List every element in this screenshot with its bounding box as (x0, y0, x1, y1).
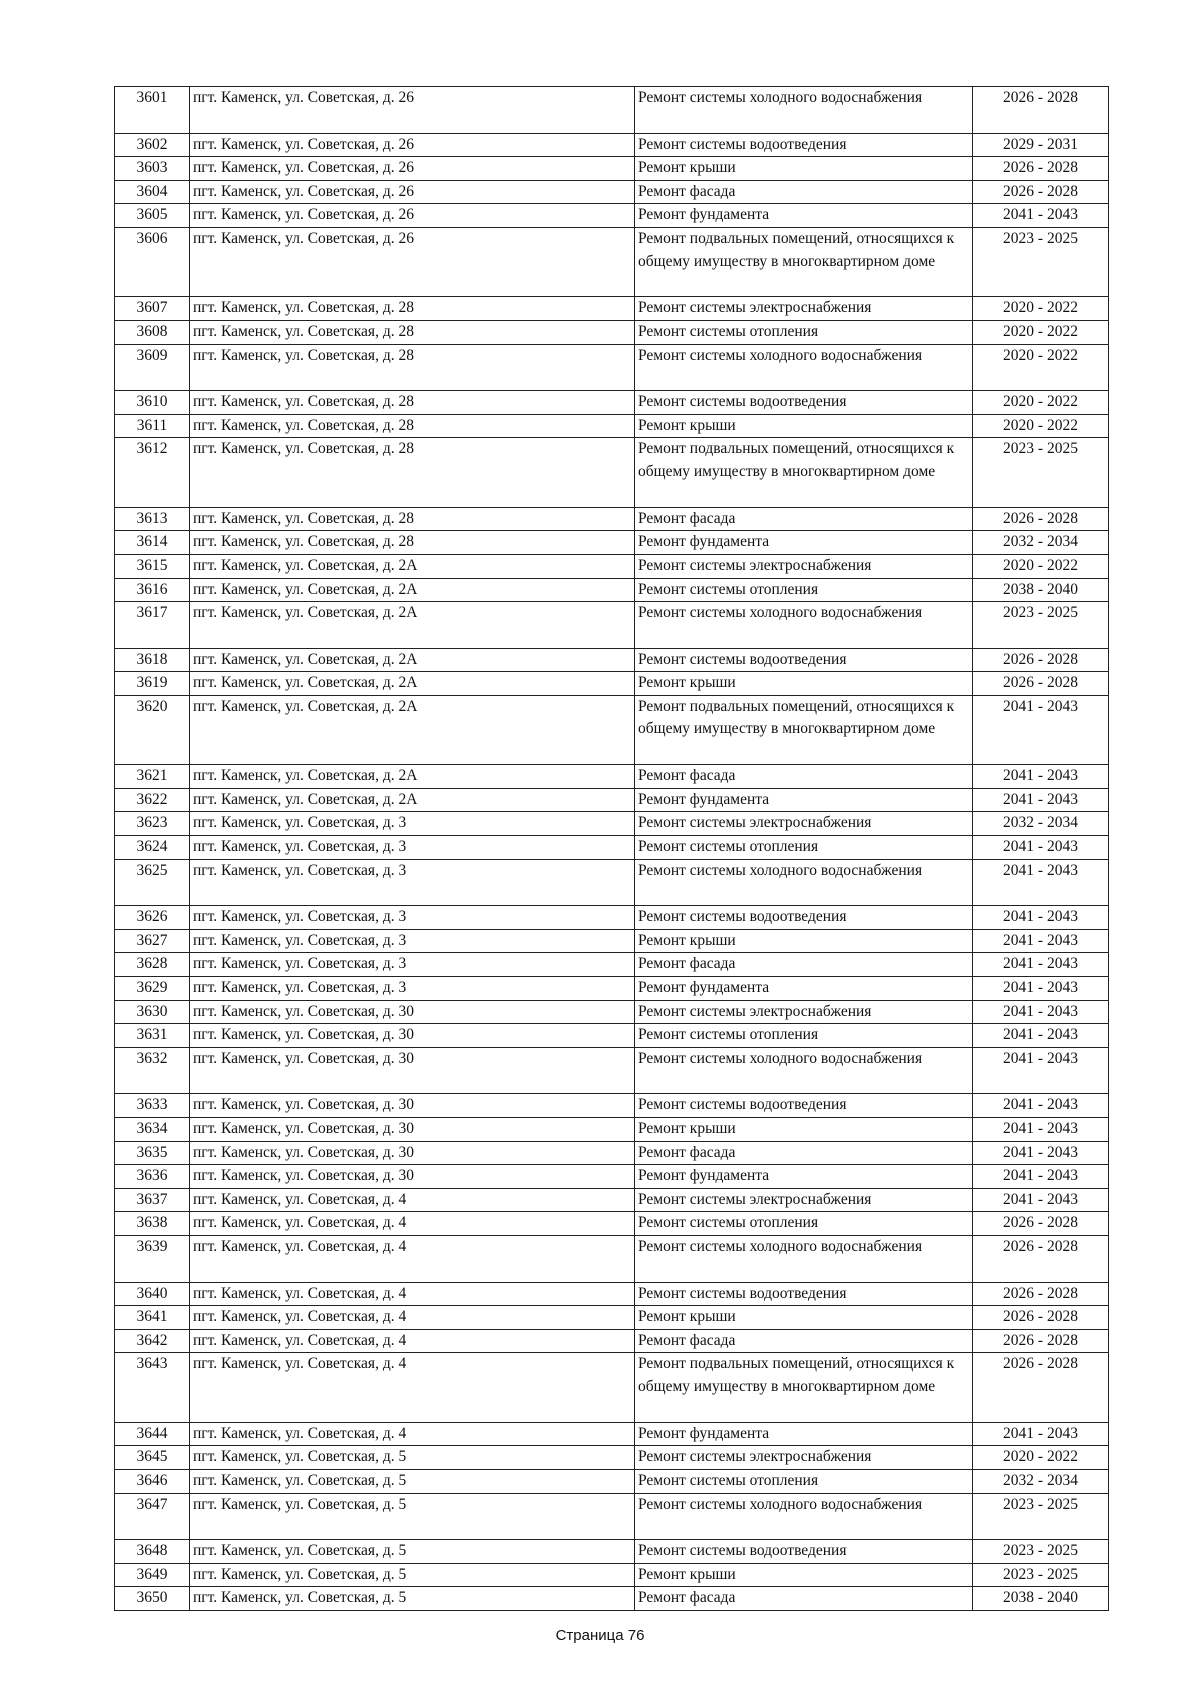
table-row (115, 1165, 1109, 1189)
work-type-cell: Ремонт фундамента (635, 1422, 973, 1446)
work-type-cell: Ремонт системы отопления (635, 1024, 973, 1048)
period-cell: 2020 - 2022 (973, 414, 1109, 438)
table-row (115, 227, 1109, 296)
address-cell: пгт. Каменск, ул. Советская, д. 3 (190, 929, 635, 953)
work-type-cell: Ремонт подвальных помещений, относящихся к общему имуществу в многоквартирном доме (635, 438, 973, 507)
row-number-cell: 3617 (115, 602, 190, 649)
row-number-cell: 3621 (115, 765, 190, 789)
work-type-cell: Ремонт фасада (635, 1587, 973, 1611)
row-number-cell: 3614 (115, 531, 190, 555)
period-cell: 2026 - 2028 (973, 648, 1109, 672)
table-row (115, 1422, 1109, 1446)
row-number-cell: 3648 (115, 1540, 190, 1564)
row-number-cell: 3632 (115, 1047, 190, 1094)
work-type-cell: Ремонт системы холодного водоснабжения (635, 1493, 973, 1540)
table-row (115, 695, 1109, 764)
table-row (115, 1141, 1109, 1165)
table-row (115, 157, 1109, 181)
address-cell: пгт. Каменск, ул. Советская, д. 28 (190, 414, 635, 438)
table-row (115, 929, 1109, 953)
work-type-cell: Ремонт системы водоотведения (635, 1094, 973, 1118)
address-cell: пгт. Каменск, ул. Советская, д. 4 (190, 1306, 635, 1330)
row-number-cell: 3641 (115, 1306, 190, 1330)
address-cell: пгт. Каменск, ул. Советская, д. 2А (190, 554, 635, 578)
table-row (115, 602, 1109, 649)
table-row (115, 1024, 1109, 1048)
table-row (115, 859, 1109, 906)
period-cell: 2041 - 2043 (973, 695, 1109, 764)
address-cell: пгт. Каменск, ул. Советская, д. 28 (190, 507, 635, 531)
table-row (115, 836, 1109, 860)
table-row (115, 1563, 1109, 1587)
address-cell: пгт. Каменск, ул. Советская, д. 3 (190, 812, 635, 836)
work-type-cell: Ремонт крыши (635, 1563, 973, 1587)
table-row (115, 1587, 1109, 1611)
address-cell: пгт. Каменск, ул. Советская, д. 30 (190, 1117, 635, 1141)
row-number-cell: 3645 (115, 1446, 190, 1470)
period-cell: 2041 - 2043 (973, 1188, 1109, 1212)
table-row (115, 1353, 1109, 1422)
table-row (115, 1094, 1109, 1118)
address-cell: пгт. Каменск, ул. Советская, д. 26 (190, 180, 635, 204)
address-cell: пгт. Каменск, ул. Советская, д. 26 (190, 227, 635, 296)
address-cell: пгт. Каменск, ул. Советская, д. 2А (190, 578, 635, 602)
period-cell: 2041 - 2043 (973, 836, 1109, 860)
address-cell: пгт. Каменск, ул. Советская, д. 2А (190, 695, 635, 764)
row-number-cell: 3628 (115, 953, 190, 977)
work-type-cell: Ремонт системы холодного водоснабжения (635, 344, 973, 391)
period-cell: 2020 - 2022 (973, 297, 1109, 321)
row-number-cell: 3606 (115, 227, 190, 296)
period-cell: 2026 - 2028 (973, 180, 1109, 204)
row-number-cell: 3636 (115, 1165, 190, 1189)
table-row (115, 1282, 1109, 1306)
address-cell: пгт. Каменск, ул. Советская, д. 3 (190, 906, 635, 930)
table-body (115, 87, 1109, 1611)
row-number-cell: 3634 (115, 1117, 190, 1141)
work-type-cell: Ремонт системы водоотведения (635, 1282, 973, 1306)
address-cell: пгт. Каменск, ул. Советская, д. 2А (190, 788, 635, 812)
address-cell: пгт. Каменск, ул. Советская, д. 28 (190, 391, 635, 415)
work-type-cell: Ремонт системы холодного водоснабжения (635, 87, 973, 134)
work-type-cell: Ремонт подвальных помещений, относящихся к общему имуществу в многоквартирном доме (635, 1353, 973, 1422)
table-row (115, 648, 1109, 672)
address-cell: пгт. Каменск, ул. Советская, д. 4 (190, 1353, 635, 1422)
table-row (115, 1212, 1109, 1236)
row-number-cell: 3623 (115, 812, 190, 836)
table-row (115, 1000, 1109, 1024)
period-cell: 2041 - 2043 (973, 1141, 1109, 1165)
address-cell: пгт. Каменск, ул. Советская, д. 3 (190, 977, 635, 1001)
work-type-cell: Ремонт системы отопления (635, 836, 973, 860)
table-row (115, 320, 1109, 344)
row-number-cell: 3620 (115, 695, 190, 764)
work-type-cell: Ремонт фасада (635, 507, 973, 531)
table-row (115, 438, 1109, 507)
address-cell: пгт. Каменск, ул. Советская, д. 3 (190, 836, 635, 860)
row-number-cell: 3637 (115, 1188, 190, 1212)
address-cell: пгт. Каменск, ул. Советская, д. 5 (190, 1446, 635, 1470)
period-cell: 2023 - 2025 (973, 602, 1109, 649)
work-type-cell: Ремонт фасада (635, 180, 973, 204)
table-row (115, 133, 1109, 157)
period-cell: 2041 - 2043 (973, 1422, 1109, 1446)
period-cell: 2026 - 2028 (973, 1235, 1109, 1282)
row-number-cell: 3612 (115, 438, 190, 507)
table-row (115, 953, 1109, 977)
table-row (115, 977, 1109, 1001)
work-type-cell: Ремонт системы водоотведения (635, 648, 973, 672)
address-cell: пгт. Каменск, ул. Советская, д. 5 (190, 1469, 635, 1493)
address-cell: пгт. Каменск, ул. Советская, д. 28 (190, 297, 635, 321)
row-number-cell: 3626 (115, 906, 190, 930)
address-cell: пгт. Каменск, ул. Советская, д. 5 (190, 1540, 635, 1564)
period-cell: 2020 - 2022 (973, 391, 1109, 415)
table-row (115, 554, 1109, 578)
row-number-cell: 3622 (115, 788, 190, 812)
table-row (115, 344, 1109, 391)
address-cell: пгт. Каменск, ул. Советская, д. 4 (190, 1188, 635, 1212)
period-cell: 2041 - 2043 (973, 953, 1109, 977)
work-type-cell: Ремонт системы холодного водоснабжения (635, 1047, 973, 1094)
row-number-cell: 3602 (115, 133, 190, 157)
address-cell: пгт. Каменск, ул. Советская, д. 2А (190, 648, 635, 672)
period-cell: 2023 - 2025 (973, 1540, 1109, 1564)
table-row (115, 297, 1109, 321)
row-number-cell: 3633 (115, 1094, 190, 1118)
row-number-cell: 3607 (115, 297, 190, 321)
period-cell: 2023 - 2025 (973, 1563, 1109, 1587)
address-cell: пгт. Каменск, ул. Советская, д. 5 (190, 1563, 635, 1587)
work-type-cell: Ремонт фасада (635, 1141, 973, 1165)
period-cell: 2026 - 2028 (973, 157, 1109, 181)
address-cell: пгт. Каменск, ул. Советская, д. 28 (190, 320, 635, 344)
address-cell: пгт. Каменск, ул. Советская, д. 3 (190, 859, 635, 906)
address-cell: пгт. Каменск, ул. Советская, д. 28 (190, 531, 635, 555)
row-number-cell: 3615 (115, 554, 190, 578)
work-type-cell: Ремонт фасада (635, 953, 973, 977)
period-cell: 2020 - 2022 (973, 344, 1109, 391)
work-type-cell: Ремонт крыши (635, 929, 973, 953)
period-cell: 2038 - 2040 (973, 578, 1109, 602)
period-cell: 2041 - 2043 (973, 977, 1109, 1001)
period-cell: 2041 - 2043 (973, 788, 1109, 812)
address-cell: пгт. Каменск, ул. Советская, д. 4 (190, 1212, 635, 1236)
repair-schedule-table (114, 86, 1109, 1611)
row-number-cell: 3613 (115, 507, 190, 531)
table-row (115, 414, 1109, 438)
address-cell: пгт. Каменск, ул. Советская, д. 28 (190, 438, 635, 507)
address-cell: пгт. Каменск, ул. Советская, д. 26 (190, 157, 635, 181)
work-type-cell: Ремонт системы отопления (635, 578, 973, 602)
period-cell: 2041 - 2043 (973, 1000, 1109, 1024)
table-row (115, 788, 1109, 812)
row-number-cell: 3611 (115, 414, 190, 438)
row-number-cell: 3635 (115, 1141, 190, 1165)
table-row (115, 180, 1109, 204)
period-cell: 2020 - 2022 (973, 1446, 1109, 1470)
address-cell: пгт. Каменск, ул. Советская, д. 30 (190, 1024, 635, 1048)
row-number-cell: 3619 (115, 672, 190, 696)
address-cell: пгт. Каменск, ул. Советская, д. 4 (190, 1422, 635, 1446)
table-row (115, 906, 1109, 930)
work-type-cell: Ремонт подвальных помещений, относящихся к общему имуществу в многоквартирном доме (635, 695, 973, 764)
work-type-cell: Ремонт системы электроснабжения (635, 297, 973, 321)
period-cell: 2041 - 2043 (973, 204, 1109, 228)
address-cell: пгт. Каменск, ул. Советская, д. 30 (190, 1094, 635, 1118)
address-cell: пгт. Каменск, ул. Советская, д. 30 (190, 1165, 635, 1189)
work-type-cell: Ремонт системы холодного водоснабжения (635, 602, 973, 649)
address-cell: пгт. Каменск, ул. Советская, д. 30 (190, 1047, 635, 1094)
work-type-cell: Ремонт системы водоотведения (635, 906, 973, 930)
row-number-cell: 3643 (115, 1353, 190, 1422)
period-cell: 2026 - 2028 (973, 1212, 1109, 1236)
work-type-cell: Ремонт системы электроснабжения (635, 1446, 973, 1470)
row-number-cell: 3608 (115, 320, 190, 344)
address-cell: пгт. Каменск, ул. Советская, д. 4 (190, 1235, 635, 1282)
address-cell: пгт. Каменск, ул. Советская, д. 2А (190, 672, 635, 696)
period-cell: 2020 - 2022 (973, 320, 1109, 344)
period-cell: 2041 - 2043 (973, 1117, 1109, 1141)
work-type-cell: Ремонт системы водоотведения (635, 391, 973, 415)
table-row (115, 1329, 1109, 1353)
row-number-cell: 3639 (115, 1235, 190, 1282)
row-number-cell: 3624 (115, 836, 190, 860)
table-row (115, 1540, 1109, 1564)
table-row (115, 1493, 1109, 1540)
period-cell: 2026 - 2028 (973, 672, 1109, 696)
row-number-cell: 3646 (115, 1469, 190, 1493)
row-number-cell: 3618 (115, 648, 190, 672)
address-cell: пгт. Каменск, ул. Советская, д. 3 (190, 953, 635, 977)
period-cell: 2026 - 2028 (973, 87, 1109, 134)
row-number-cell: 3630 (115, 1000, 190, 1024)
page-number: Страница 76 (555, 1627, 645, 1644)
row-number-cell: 3631 (115, 1024, 190, 1048)
address-cell: пгт. Каменск, ул. Советская, д. 5 (190, 1587, 635, 1611)
table-row (115, 1446, 1109, 1470)
work-type-cell: Ремонт системы электроснабжения (635, 812, 973, 836)
period-cell: 2029 - 2031 (973, 133, 1109, 157)
work-type-cell: Ремонт фундамента (635, 531, 973, 555)
address-cell: пгт. Каменск, ул. Советская, д. 26 (190, 87, 635, 134)
work-type-cell: Ремонт крыши (635, 672, 973, 696)
address-cell: пгт. Каменск, ул. Советская, д. 4 (190, 1329, 635, 1353)
work-type-cell: Ремонт крыши (635, 1117, 973, 1141)
work-type-cell: Ремонт фасада (635, 1329, 973, 1353)
period-cell: 2041 - 2043 (973, 1047, 1109, 1094)
row-number-cell: 3605 (115, 204, 190, 228)
period-cell: 2041 - 2043 (973, 929, 1109, 953)
work-type-cell: Ремонт системы холодного водоснабжения (635, 859, 973, 906)
period-cell: 2041 - 2043 (973, 859, 1109, 906)
address-cell: пгт. Каменск, ул. Советская, д. 4 (190, 1282, 635, 1306)
address-cell: пгт. Каменск, ул. Советская, д. 30 (190, 1141, 635, 1165)
work-type-cell: Ремонт системы холодного водоснабжения (635, 1235, 973, 1282)
period-cell: 2041 - 2043 (973, 1094, 1109, 1118)
table-row (115, 812, 1109, 836)
period-cell: 2026 - 2028 (973, 1329, 1109, 1353)
work-type-cell: Ремонт фундамента (635, 204, 973, 228)
table-row (115, 87, 1109, 134)
work-type-cell: Ремонт системы отопления (635, 320, 973, 344)
address-cell: пгт. Каменск, ул. Советская, д. 5 (190, 1493, 635, 1540)
address-cell: пгт. Каменск, ул. Советская, д. 2А (190, 765, 635, 789)
work-type-cell: Ремонт системы водоотведения (635, 1540, 973, 1564)
table-row (115, 1235, 1109, 1282)
row-number-cell: 3603 (115, 157, 190, 181)
work-type-cell: Ремонт системы отопления (635, 1469, 973, 1493)
address-cell: пгт. Каменск, ул. Советская, д. 28 (190, 344, 635, 391)
period-cell: 2041 - 2043 (973, 906, 1109, 930)
work-type-cell: Ремонт системы водоотведения (635, 133, 973, 157)
period-cell: 2026 - 2028 (973, 507, 1109, 531)
table-row (115, 765, 1109, 789)
table-row (115, 204, 1109, 228)
table-row (115, 1047, 1109, 1094)
row-number-cell: 3616 (115, 578, 190, 602)
row-number-cell: 3604 (115, 180, 190, 204)
row-number-cell: 3650 (115, 1587, 190, 1611)
period-cell: 2032 - 2034 (973, 1469, 1109, 1493)
work-type-cell: Ремонт крыши (635, 414, 973, 438)
work-type-cell: Ремонт фундамента (635, 977, 973, 1001)
work-type-cell: Ремонт крыши (635, 1306, 973, 1330)
table-row (115, 1117, 1109, 1141)
period-cell: 2023 - 2025 (973, 1493, 1109, 1540)
table-row (115, 507, 1109, 531)
table-row (115, 531, 1109, 555)
address-cell: пгт. Каменск, ул. Советская, д. 30 (190, 1000, 635, 1024)
table-row (115, 578, 1109, 602)
period-cell: 2026 - 2028 (973, 1353, 1109, 1422)
work-type-cell: Ремонт системы электроснабжения (635, 1000, 973, 1024)
row-number-cell: 3638 (115, 1212, 190, 1236)
table-row (115, 1306, 1109, 1330)
period-cell: 2023 - 2025 (973, 227, 1109, 296)
table-row (115, 391, 1109, 415)
period-cell: 2038 - 2040 (973, 1587, 1109, 1611)
row-number-cell: 3629 (115, 977, 190, 1001)
work-type-cell: Ремонт системы электроснабжения (635, 1188, 973, 1212)
row-number-cell: 3601 (115, 87, 190, 134)
work-type-cell: Ремонт фасада (635, 765, 973, 789)
period-cell: 2032 - 2034 (973, 812, 1109, 836)
table-row (115, 1469, 1109, 1493)
address-cell: пгт. Каменск, ул. Советская, д. 26 (190, 204, 635, 228)
period-cell: 2026 - 2028 (973, 1306, 1109, 1330)
period-cell: 2041 - 2043 (973, 1024, 1109, 1048)
row-number-cell: 3647 (115, 1493, 190, 1540)
row-number-cell: 3642 (115, 1329, 190, 1353)
address-cell: пгт. Каменск, ул. Советская, д. 26 (190, 133, 635, 157)
row-number-cell: 3649 (115, 1563, 190, 1587)
period-cell: 2032 - 2034 (973, 531, 1109, 555)
period-cell: 2041 - 2043 (973, 1165, 1109, 1189)
period-cell: 2023 - 2025 (973, 438, 1109, 507)
work-type-cell: Ремонт фундамента (635, 1165, 973, 1189)
address-cell: пгт. Каменск, ул. Советская, д. 2А (190, 602, 635, 649)
work-type-cell: Ремонт системы электроснабжения (635, 554, 973, 578)
work-type-cell: Ремонт подвальных помещений, относящихся к общему имуществу в многоквартирном доме (635, 227, 973, 296)
row-number-cell: 3627 (115, 929, 190, 953)
period-cell: 2026 - 2028 (973, 1282, 1109, 1306)
period-cell: 2041 - 2043 (973, 765, 1109, 789)
work-type-cell: Ремонт системы отопления (635, 1212, 973, 1236)
row-number-cell: 3610 (115, 391, 190, 415)
work-type-cell: Ремонт фундамента (635, 788, 973, 812)
work-type-cell: Ремонт крыши (635, 157, 973, 181)
period-cell: 2020 - 2022 (973, 554, 1109, 578)
row-number-cell: 3625 (115, 859, 190, 906)
table-row (115, 1188, 1109, 1212)
row-number-cell: 3609 (115, 344, 190, 391)
table-row (115, 672, 1109, 696)
row-number-cell: 3640 (115, 1282, 190, 1306)
row-number-cell: 3644 (115, 1422, 190, 1446)
